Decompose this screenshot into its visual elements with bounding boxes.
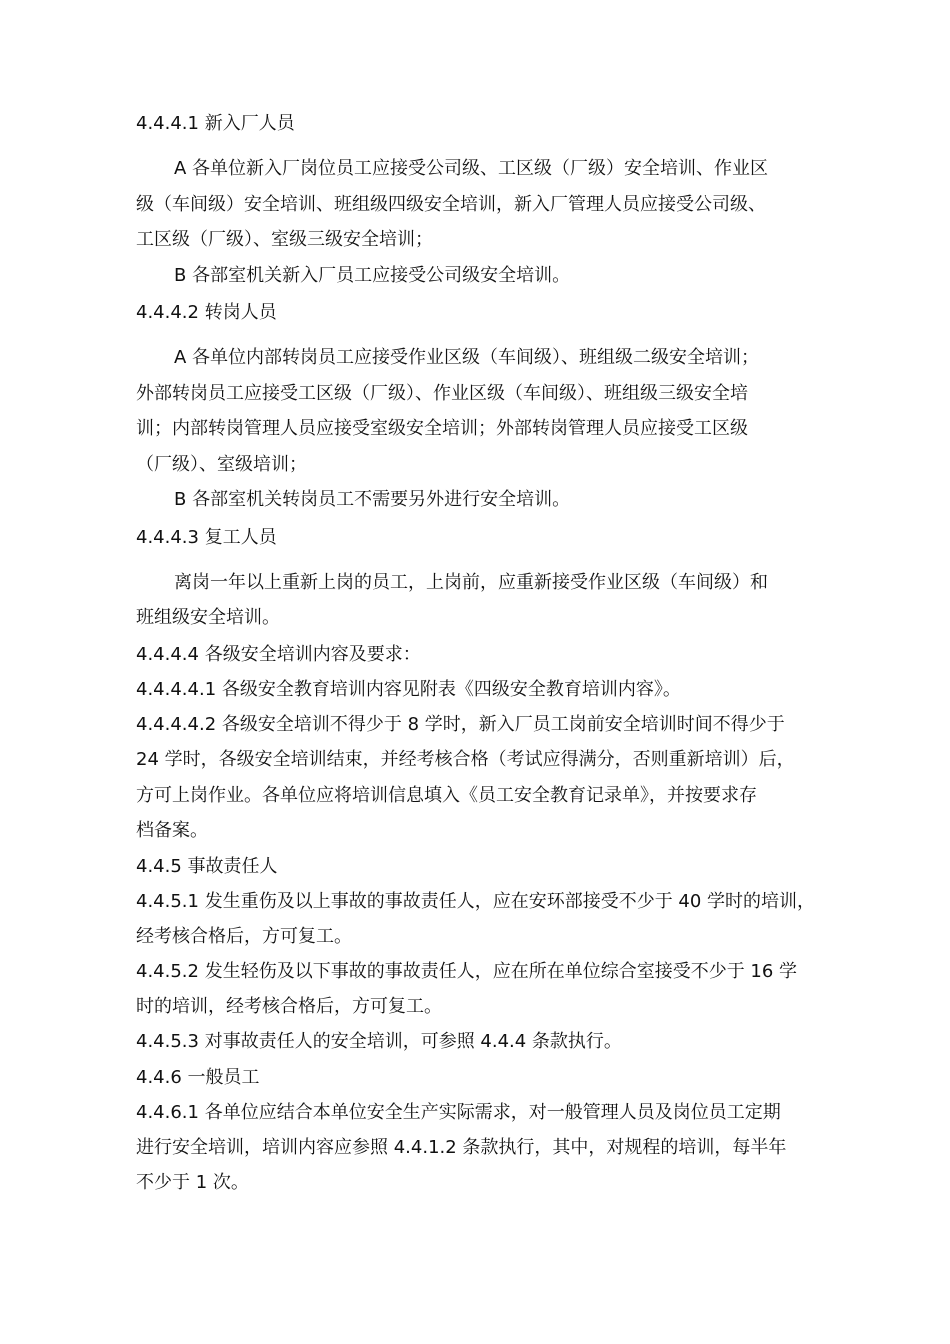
heading-4-4-5: 4.4.5 事故责任人	[136, 856, 278, 877]
paragraph-line: 4.4.5.2 发生轻伤及以下事故的事故责任人，应在所在单位综合室接受不少于 16 学	[136, 961, 798, 982]
paragraph-line: 4.4.4.4.2 各级安全培训不得少于 8 学时，新入厂员工岗前安全培训时间不得少于	[136, 714, 785, 735]
paragraph-line: 4.4.4.4.1 各级安全教育培训内容见附表《四级安全教育培训内容》。	[136, 679, 681, 700]
paragraph-line: 4.4.5.3 对事故责任人的安全培训，可参照 4.4.4 条款执行。	[136, 1031, 622, 1052]
paragraph-line: 工区级（厂级）、室级三级安全培训；	[136, 229, 433, 250]
paragraph-line: 档备案。	[136, 820, 208, 841]
heading-4-4-4-3: 4.4.4.3 复工人员	[136, 527, 277, 548]
heading-4-4-4-1: 4.4.4.1 新入厂人员	[136, 113, 295, 134]
paragraph-line: 不少于 1 次。	[136, 1172, 249, 1193]
paragraph-line: A 各单位新入厂岗位员工应接受公司级、工区级（厂级）安全培训、作业区	[174, 158, 769, 179]
paragraph-line: 24 学时，各级安全培训结束，并经考核合格（考试应得满分，否则重新培训）后，	[136, 749, 795, 770]
paragraph-line: A 各单位内部转岗员工应接受作业区级（车间级）、班组级二级安全培训；	[174, 347, 760, 368]
paragraph-line: 时的培训，经考核合格后，方可复工。	[136, 996, 442, 1017]
paragraph-line: 离岗一年以上重新上岗的员工，上岗前，应重新接受作业区级（车间级）和	[174, 572, 768, 593]
paragraph-line: 经考核合格后，方可复工。	[136, 926, 352, 947]
paragraph-line: 4.4.5.1 发生重伤及以上事故的事故责任人，应在安环部接受不少于 40 学时的培训，	[136, 891, 816, 912]
paragraph-line: 进行安全培训，培训内容应参照 4.4.1.2 条款执行，其中，对规程的培训，每半年	[136, 1137, 787, 1158]
heading-4-4-4-2: 4.4.4.2 转岗人员	[136, 302, 277, 323]
paragraph-line: 4.4.6.1 各单位应结合本单位安全生产实际需求，对一般管理人员及岗位员工定期	[136, 1102, 781, 1123]
heading-4-4-4-4: 4.4.4.4 各级安全培训内容及要求：	[136, 644, 421, 665]
paragraph-line: 外部转岗员工应接受工区级（厂级）、作业区级（车间级）、班组级三级安全培	[136, 383, 748, 404]
heading-4-4-6: 4.4.6 一般员工	[136, 1067, 260, 1088]
paragraph-line: 级（车间级）安全培训、班组级四级安全培训，新入厂管理人员应接受公司级、	[136, 194, 766, 215]
paragraph-line: 训；内部转岗管理人员应接受室级安全培训；外部转岗管理人员应接受工区级	[136, 418, 748, 439]
paragraph-line: 方可上岗作业。各单位应将培训信息填入《员工安全教育记录单》，并按要求存	[136, 785, 757, 806]
paragraph-line: （厂级）、室级培训；	[136, 454, 307, 475]
paragraph-line: B 各部室机关转岗员工不需要另外进行安全培训。	[174, 489, 571, 510]
paragraph-line: B 各部室机关新入厂员工应接受公司级安全培训。	[174, 265, 571, 286]
paragraph-line: 班组级安全培训。	[136, 607, 280, 628]
